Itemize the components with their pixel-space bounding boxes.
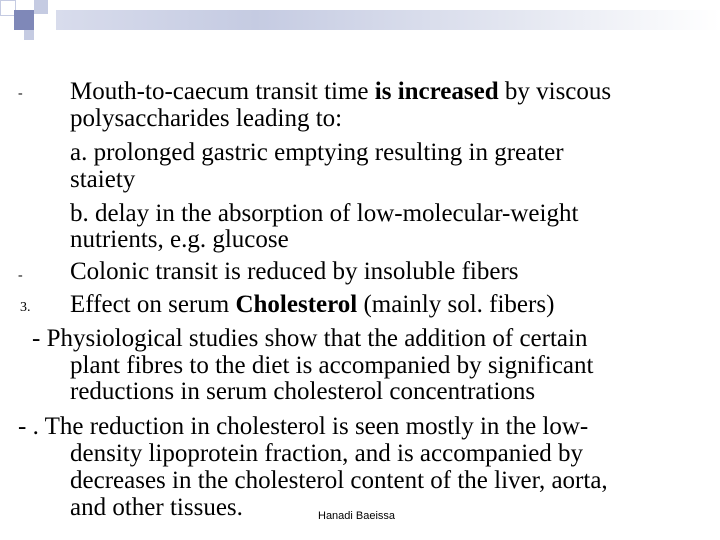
text-line: nutrients, e.g. glucose bbox=[70, 226, 289, 253]
text-line: Mouth-to-caecum transit time is increased by viscous bbox=[70, 78, 612, 105]
text-line: a. prolonged gastric emptying resulting in greater bbox=[70, 139, 564, 166]
text-line: and other tissues. bbox=[70, 494, 243, 521]
text-line: staiety bbox=[70, 166, 136, 193]
bullet-marker: - bbox=[18, 268, 23, 283]
text-line: Effect on serum Cholesterol (mainly sol. fibers) bbox=[70, 291, 555, 318]
footer-author: Hanadi Baeissa bbox=[318, 510, 396, 522]
text-line: b. delay in the absorption of low-molecular-weight bbox=[70, 200, 579, 227]
bullet-marker: - bbox=[18, 86, 23, 101]
text-line: density lipoprotein fraction, and is accompanied by bbox=[70, 440, 584, 467]
text-line: - Physiological studies show that the addition of certain bbox=[32, 325, 588, 352]
text-line: plant fibres to the diet is accompanied by significant bbox=[70, 352, 594, 379]
emphasis-text: Cholesterol bbox=[235, 291, 358, 318]
text-line: reductions in serum cholesterol concentrations bbox=[70, 378, 536, 405]
emphasis-text: is increased bbox=[374, 78, 499, 105]
text-line: - . The reduction in cholesterol is seen mostly in the low- bbox=[18, 413, 589, 440]
text-line: decreases in the cholesterol content of the liver, aorta, bbox=[70, 467, 608, 494]
text-line: polysaccharides leading to: bbox=[70, 105, 343, 132]
bullet-number: 3. bbox=[20, 300, 31, 315]
text-line: Colonic transit is reduced by insoluble fibers bbox=[70, 258, 519, 285]
